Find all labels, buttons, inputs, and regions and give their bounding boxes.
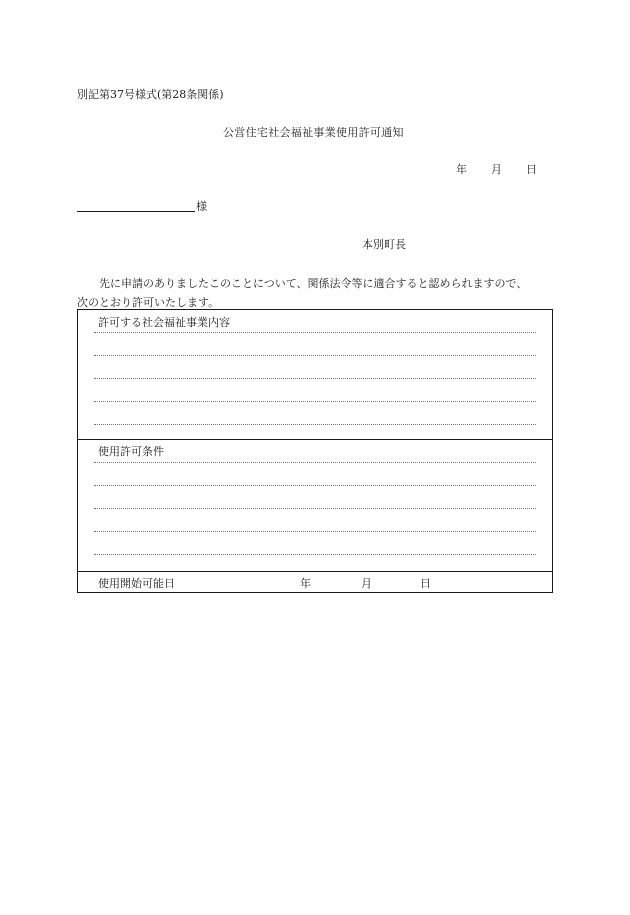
- start-day-label: 日: [420, 577, 431, 590]
- entry-line[interactable]: [94, 401, 536, 402]
- start-year-label: 年: [300, 577, 311, 590]
- permit-conditions-section: [78, 439, 552, 572]
- start-month-label: 月: [361, 577, 372, 590]
- entry-line[interactable]: [94, 355, 536, 356]
- document-title: 公営住宅社会福祉事業使用許可通知: [223, 126, 404, 139]
- permit-form-table: [77, 309, 553, 593]
- entry-line[interactable]: [94, 508, 536, 509]
- entry-line[interactable]: [94, 531, 536, 532]
- body-line-2: 次のとおり許可いたします。: [77, 296, 220, 309]
- start-date-row: [78, 571, 552, 593]
- body-line-1: 先に申請のありましたこのことについて、関係法令等に適合すると認められますので、: [99, 277, 528, 290]
- entry-line[interactable]: [94, 424, 536, 425]
- date-day-label: 日: [526, 163, 537, 176]
- entry-line[interactable]: [94, 462, 536, 463]
- permitted-business-label: 許可する社会福祉事業内容: [98, 316, 230, 329]
- issuer-name: 本別町長: [362, 238, 406, 251]
- entry-line[interactable]: [94, 554, 536, 555]
- addressee-honorific: 様: [196, 200, 207, 213]
- date-year-label: 年: [456, 163, 467, 176]
- permitted-business-section: [78, 310, 552, 440]
- body-text: [77, 274, 527, 312]
- entry-line[interactable]: [94, 332, 536, 333]
- addressee: [77, 198, 207, 212]
- entry-line[interactable]: [94, 485, 536, 486]
- permit-conditions-label: 使用許可条件: [98, 445, 164, 458]
- entry-line[interactable]: [94, 378, 536, 379]
- addressee-blank-line[interactable]: [77, 211, 195, 212]
- date-line: [456, 161, 537, 177]
- form-number: 別記第37号様式(第28条関係): [77, 88, 224, 101]
- start-date-label: 使用開始可能日: [98, 577, 175, 590]
- date-month-label: 月: [491, 163, 502, 176]
